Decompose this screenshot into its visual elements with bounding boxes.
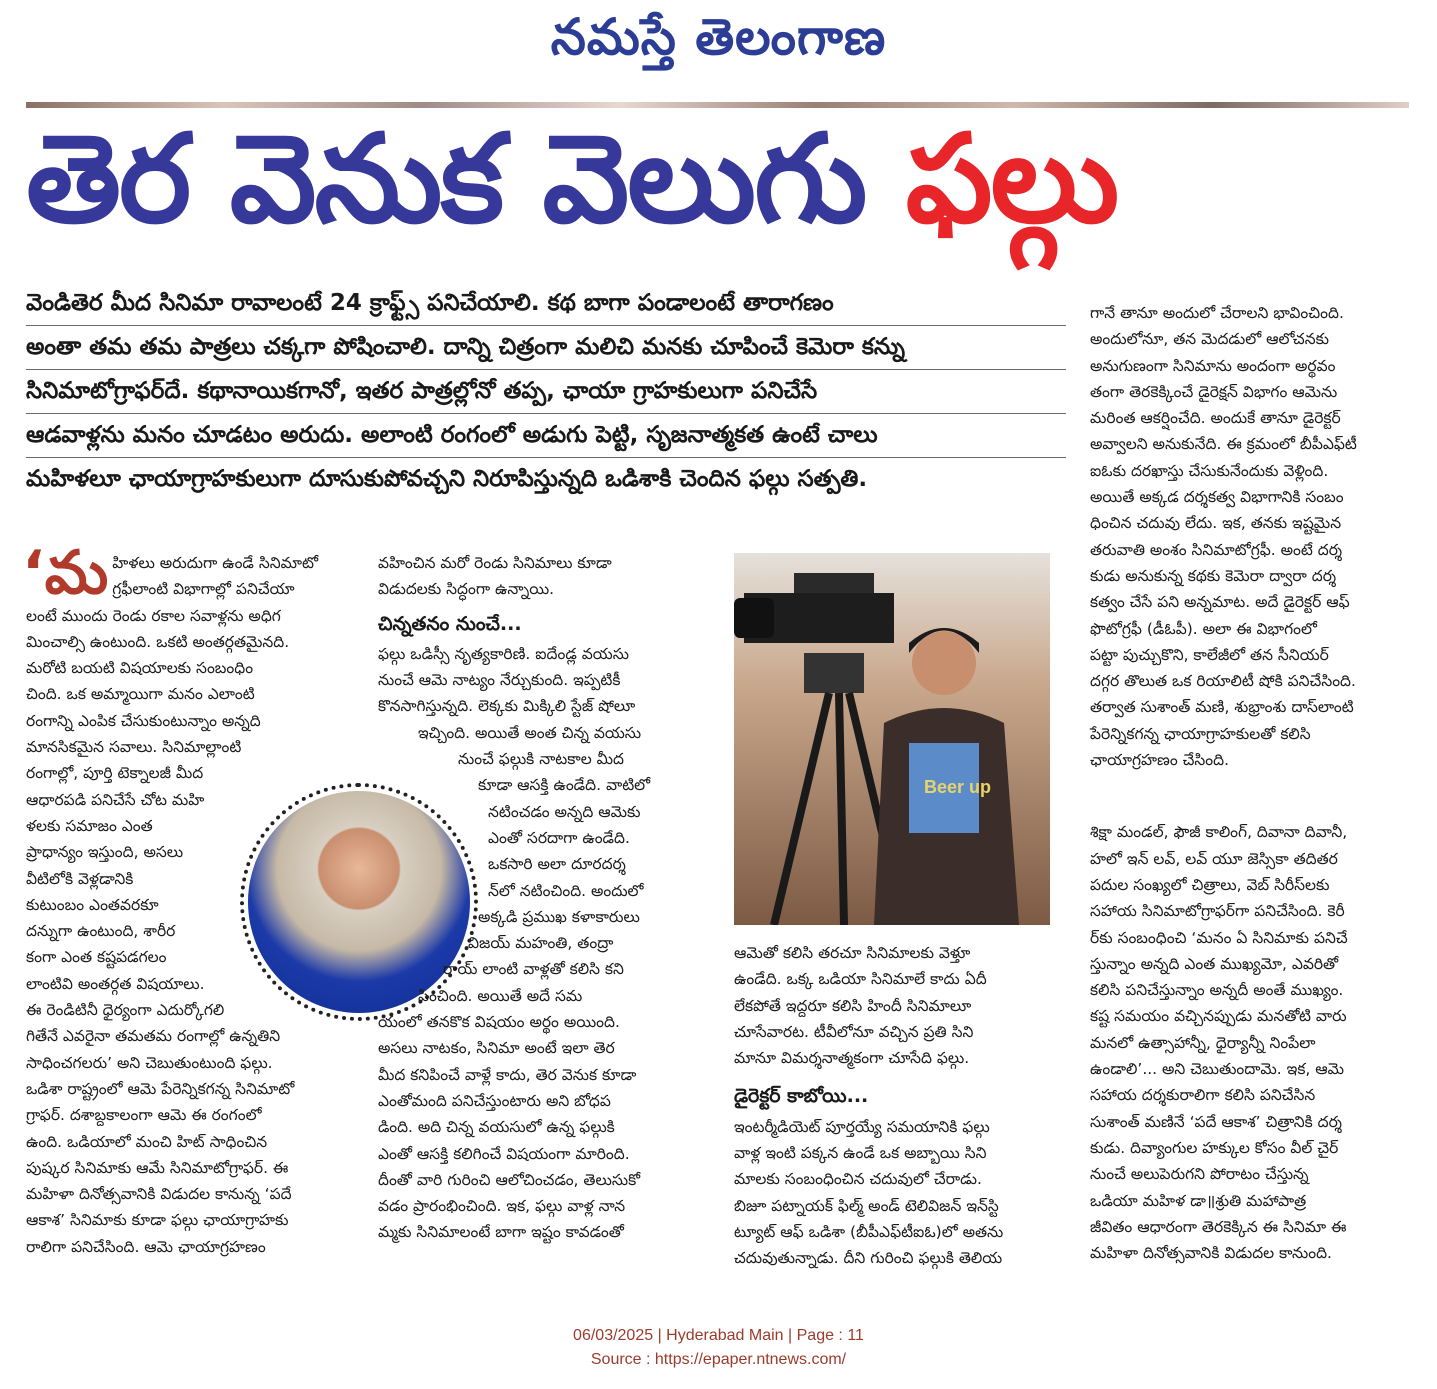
- column-3: [734, 940, 1064, 1272]
- text-line: ఫల్గు ఒడిస్సీ నృత్యకారిణి. ఐదేండ్ల వయసు: [378, 644, 629, 663]
- text-line: లేకపోతే ఇద్దరూ కలిసి హిందీ సినిమాలూ: [734, 996, 972, 1015]
- text-line: నుంచే అలుపెరుగని పోరాటం చేస్తున్న: [1090, 1165, 1309, 1184]
- text-line: విడుదలకు సిద్ధంగా ఉన్నాయి.: [378, 580, 555, 599]
- drop-cap: ‘మ: [22, 538, 109, 608]
- text-line: తర్వాత సుశాంత్ మణి, శుభ్రాంశు దాస్‌లాంటి: [1090, 698, 1354, 717]
- text-line: సుశాంత్ మణినే ‘పదే ఆకాశ’ చిత్రానికి దర్శ: [1090, 1112, 1342, 1131]
- text-line: గ్రఫీలాంటి విభాగాల్లో పనిచేయా: [112, 580, 295, 599]
- text-line: ళలకు సమాజం ఎంత: [26, 816, 153, 835]
- masthead-logo: నమస్తే తెలంగాణ: [550, 8, 887, 66]
- text-line: రంగాల్లో, పూర్తి టెక్నాలజీ మీద: [26, 764, 204, 783]
- text-line: ట్యూట్ ఆఫ్ ఒడిశా (బీపీఎఫ్‌టీఐఓ)లో అతను: [734, 1222, 1004, 1241]
- headline-main: తెర వెనుక వెలుగు: [26, 108, 906, 250]
- text-line: సహాయ దర్శకురాలిగా కలిసి పనిచేసిన: [1090, 1086, 1316, 1105]
- column-4: [1090, 300, 1420, 1266]
- photo-tshirt-text: Beer up: [924, 777, 992, 797]
- deck-line: అంతా తమ తమ పాత్రలు చక్కగా పోషించాలి. దాన్ని చిత్రంగా మలిచి మనకు చూపించే కెమెరా కన్ను: [26, 326, 1066, 370]
- text-line: దగ్గర తొలుత ఒక రియాలిటీ షోకి పనిచేసింది.: [1090, 672, 1356, 691]
- text-line: దీంతో వారి గురించి ఆలోచించడం, తెలుసుకో: [378, 1170, 641, 1189]
- text-line: ఒడిశా రాష్ట్రంలో ఆమె పేరెన్నికగన్న సినిమాటో: [26, 1079, 295, 1098]
- text-line: పట్టా పుచ్చుకొని, కాలేజీలో తన సీనియర్: [1090, 645, 1329, 664]
- text-line: విజయ్ మహంతి, తంద్రా: [468, 934, 614, 953]
- text-line: కుడు. దివ్యాంగుల హక్కుల కోసం వీల్ చైర్: [1090, 1138, 1339, 1157]
- text-line: ఎంతో ఆసక్తి కలిగించే విషయంగా మారింది.: [378, 1144, 630, 1163]
- text-line: వాళ్ల ఇంటి పక్కన ఉండే ఒక అబ్బాయి సిని: [734, 1144, 987, 1163]
- text-line: కొనసాగిస్తున్నది. లెక్కకు మిక్కిలి స్టేజ్ షోలూ: [378, 697, 636, 716]
- text-line: కలిసి పనిచేస్తున్నాం అన్నదీ అంతే ముఖ్యం.: [1090, 981, 1344, 1000]
- text-line: నుంచే ఆమె నాట్యం నేర్చుకుంది. ఇప్పటికీ: [378, 671, 621, 690]
- text-line: ఆమెతో కలిసి తరచూ సినిమాలకు వెళ్తూ: [734, 944, 971, 962]
- text-line: పేరెన్నికగన్న ఛాయాగ్రాహకులతో కలిసి: [1090, 724, 1311, 743]
- text-line: కూడా ఆసక్తి ఉండేది. వాటిలో: [478, 776, 651, 795]
- text-line: రాలిగా పనిచేసింది. ఆమె ఛాయాగ్రహణం: [26, 1237, 266, 1256]
- text-line: అసలు నాటకం, సినిమా అంటే ఇలా తెర: [378, 1039, 615, 1058]
- footer-date-page: 06/03/2025 | Hyderabad Main | Page : 11: [573, 1327, 864, 1344]
- text-line: మించాల్సి ఉంటుంది. ఒకటి అంతర్గతమైనది.: [26, 632, 290, 651]
- text-line: ఉండాలి’... అని చెబుతుందామె. ఇక, ఆమె: [1090, 1060, 1345, 1079]
- text-line: అక్కడి ప్రముఖ కళాకారులు: [478, 907, 640, 926]
- text-line: మానూ విమర్శనాత్మకంగా చూసేది ఫల్గు.: [734, 1049, 970, 1068]
- text-line: స్తున్నాం అన్నది ఎంత ముఖ్యమో, ఎవరితో: [1090, 954, 1339, 973]
- text-line: గితేనే ఎవరైనా తమతమ రంగాల్లో ఉన్నతిని: [26, 1027, 281, 1046]
- text-line: అందులోనూ, తన మెదడులో ఆలోచనకు: [1090, 330, 1330, 349]
- subhead-director: డైరెక్టర్ కాబోయి...: [734, 1085, 869, 1108]
- text-line: ఛాయాగ్రహణం చేసింది.: [1090, 751, 1230, 770]
- text-line: న్‌లో నటించింది. అందులో: [488, 881, 644, 900]
- text-line: గ్రాఫర్. దశాబ్దకాలంగా ఆమె ఈ రంగంలో: [26, 1106, 262, 1125]
- text-line: పించింది. అయితే అదే సమ: [418, 986, 583, 1005]
- deck-line: ఆడవాళ్లను మనం చూడటం అరుదు. అలాంటి రంగంలో అడుగు పెట్టి, సృజనాత్మకత ఉంటే చాలు: [26, 414, 1066, 458]
- text-line: అనుగుణంగా సినిమాను అందంగా అర్థవం: [1090, 356, 1336, 375]
- text-line: ‘మహిళలు అరుదుగా ఉండే సినిమాటో: [22, 538, 319, 608]
- text-line: ఈ రెండిటినీ ధైర్యంగా ఎదుర్కోగలి: [26, 1001, 225, 1020]
- text-line: చదువుతున్నాడు. దీని గురించి ఫల్గుకి తెలియ: [734, 1249, 1003, 1268]
- subhead-childhood: చిన్నతనం నుంచే...: [378, 612, 522, 635]
- deck-line: మహిళలూ ఛాయాగ్రాహకులుగా దూసుకుపోవచ్చని నిరూపిస్తున్నది ఒడిశాకి చెందిన ఫల్గు సత్పతి.: [26, 466, 868, 492]
- text-line: నుంచే ఫల్గుకి నాటకాల మీద: [458, 750, 624, 769]
- headline: [26, 104, 1426, 254]
- text-line: కుడు అనుకున్న కథకు కెమెరా ద్వారా దర్శ: [1090, 566, 1337, 585]
- deck: [26, 282, 1066, 501]
- text-line: జీవితం ఆధారంగా తెరకెక్కిన ఈ సినిమా ఈ: [1090, 1217, 1347, 1236]
- text-line: పదుల సంఖ్యలో చిత్రాలు, వెబ్ సిరీస్‌లకు: [1090, 875, 1330, 894]
- text-line: చూసేవారట. టీవీలోనూ వచ్చిన ప్రతి సిని: [734, 1022, 974, 1041]
- text-line: మరింత ఆకర్షించేది. అందుకే తానూ డైరెక్టర్: [1090, 409, 1341, 428]
- text-line: లాంటివి అంతర్గత విషయాలు.: [26, 974, 205, 993]
- text-line: మనలో ఉత్సాహాన్నీ, ధైర్యాన్నీ నింపేలా: [1090, 1033, 1316, 1052]
- footer-source: Source : https://epaper.ntnews.com/: [590, 1351, 847, 1368]
- text-line: కంగా ఎంత కష్టపడగలం: [26, 948, 167, 967]
- text-line: ఒకసారి అలా దూరదర్శ: [488, 855, 626, 874]
- text-line: మీద కనిపించే వాళ్లే కాదు, తెర వెనుక కూడా: [378, 1065, 637, 1084]
- text-line: రాయ్ లాంటి వాళ్లతో కలిసి కని: [443, 960, 624, 979]
- text-line: దన్నుగా ఉంటుంది, శారీర: [26, 922, 176, 941]
- text-line: ఆకాశ’ సినిమాకు కూడా ఫల్గు ఛాయాగ్రాహకు: [26, 1211, 289, 1230]
- text-line: కత్వం చేసే పని అన్నమాట. అదే డైరెక్టర్ ఆఫ్: [1090, 593, 1350, 612]
- text-line: యంలో తనకొక విషయం అర్థం అయింది.: [378, 1013, 620, 1032]
- text-line: గానే తానూ అందులో చేరాలని భావించింది.: [1090, 304, 1344, 322]
- text-line: చింది. ఒక అమ్మాయిగా మనం ఎలాంటి: [26, 685, 255, 704]
- text-line: సాధించగలరు’ అని చెబుతుంటుంది ఫల్గు.: [26, 1053, 273, 1072]
- camera-illustration: [734, 553, 1050, 925]
- text-line: బిజూ పట్నాయక్ ఫిల్మ్ అండ్ టెలివిజన్ ఇన్‌స్టి: [734, 1196, 999, 1215]
- text-line: తరువాతి అంశం సినిమాటోగ్రఫీ. అంటే దర్శ: [1090, 540, 1343, 559]
- text-line: మాలకు సంబంధించిన చదువులో చేరాడు.: [734, 1170, 982, 1189]
- text-line: ఆధారపడి పనిచేసే చోట మహి: [26, 790, 205, 809]
- text-line: పుష్కర సినిమాకు ఆమే సినిమాటోగ్రాఫర్. ఈ: [26, 1158, 289, 1177]
- text-line: మహిళా దినోత్సవానికి విడుదల కానుంది.: [1090, 1244, 1332, 1263]
- column-2: [378, 550, 718, 1246]
- text-line: ఇచ్చింది. అయితే అంత చిన్న వయసు: [418, 723, 642, 742]
- text-line: వహించిన మరో రెండు సినిమాలు కూడా: [378, 554, 612, 572]
- text-line: కష్ట సమయం వచ్చినప్పుడు మనతోటి వారు: [1090, 1007, 1347, 1026]
- text-line: ఇంటర్మీడియెట్ పూర్తయ్యే సమయానికి ఫల్గు: [734, 1117, 990, 1136]
- text-line: మహిళా దినోత్సవానికి విడుదల కానున్న ‘పదే: [26, 1185, 292, 1204]
- text-line: మ్మకు సినిమాలంటే బాగా ఇష్టం కావడంతో: [378, 1223, 624, 1242]
- deck-line: సినిమాటోగ్రాఫర్‌దే. కథానాయికగానో, ఇతర పాత్రల్లోనో తప్ప, ఛాయా గ్రాహకులుగా పనిచేసే: [26, 370, 1066, 414]
- text-line: కుటుంబం ఎంతవరకూ: [26, 895, 159, 914]
- text-line: రంగాన్ని ఎంపిక చేసుకుంటున్నాం అన్నది: [26, 711, 261, 730]
- text-line: వడం ప్రారంభించింది. ఇక, ఫల్గు వాళ్ల నాన: [378, 1197, 626, 1216]
- text-line: ప్రాధాన్యం ఇస్తుంది, అసలు: [26, 843, 184, 862]
- text-line: డింది. అది చిన్న వయసులో ఉన్న ఫల్గుకి: [378, 1118, 615, 1137]
- text-line: ర్‌కు సంబంధించి ‘మనం ఏ సినిమాకు పనిచే: [1090, 928, 1348, 947]
- text-line: అవ్వాలని అనుకునేది. ఈ క్రమంలో బీపీఎఫ్‌టీ: [1090, 435, 1357, 454]
- text-line: ధించిన చదువు లేదు. ఇక, తనకు ఇష్టమైన: [1090, 514, 1342, 533]
- text-line: లంటే ముందు రెండు రకాల సవాళ్లను అధిగ: [26, 606, 281, 625]
- text-line: శిక్షా మండల్, ఫౌజీ కాలింగ్, దివానా దివానీ,: [1090, 823, 1348, 842]
- text-line: ఫొటోగ్రఫీ (డీఓపీ). అలా ఈ విభాగంలో: [1090, 619, 1317, 638]
- text-line: ఎంతోమంది పనిచేస్తుంటారు అని బోధప: [378, 1091, 611, 1110]
- text-line: తంగా తెరకెక్కించే డైరెక్షన్ విభాగం ఆమెను: [1090, 382, 1338, 401]
- text-line: అయితే అక్కడ దర్శకత్వ విభాగానికి సంబం: [1090, 488, 1344, 507]
- text-line: హలో ఇన్ లవ్, లవ్ యూ జెస్సికా తదితర: [1090, 849, 1338, 868]
- text-line: వీటిలోకి వెళ్లడానికి: [26, 869, 134, 888]
- text-line: మరోటి బయటి విషయాలకు సంబంధిం: [26, 659, 254, 678]
- text-line: ఒడియా మహిళ డా॥శ్రుతి మహాపాత్ర: [1090, 1191, 1307, 1210]
- cinematographer-photo: [734, 553, 1050, 925]
- text-line: ఎంతో సరదాగా ఉండేది.: [488, 828, 630, 847]
- headline-accent: ఫల్గు: [905, 108, 1118, 250]
- text-line: ఉండేది. ఒక్క ఒడియా సినిమాలే కాదు ఏదీ: [734, 970, 987, 989]
- text-line: సహాయ సినిమాటోగ్రాఫర్‌గా పనిచేసింది. కెరీ: [1090, 902, 1345, 921]
- text-line: ఉంది. ఒడియాలో మంచి హిట్ సాధించిన: [26, 1132, 268, 1151]
- deck-line: వెండితెర మీద సినిమా రావాలంటే 24 క్రాఫ్ట్స్ పనిచేయాలి. కథ బాగా పండాలంటే తారాగణం: [26, 282, 1066, 326]
- text-line: ఐఓకు దరఖాస్తు చేసుకునేందుకు వెళ్లింది.: [1090, 461, 1329, 480]
- text-line: మానసికమైన సవాలు. సినిమాల్లాంటి: [26, 738, 242, 757]
- text-line: నటించడం అన్నది ఆమెకు: [488, 802, 641, 821]
